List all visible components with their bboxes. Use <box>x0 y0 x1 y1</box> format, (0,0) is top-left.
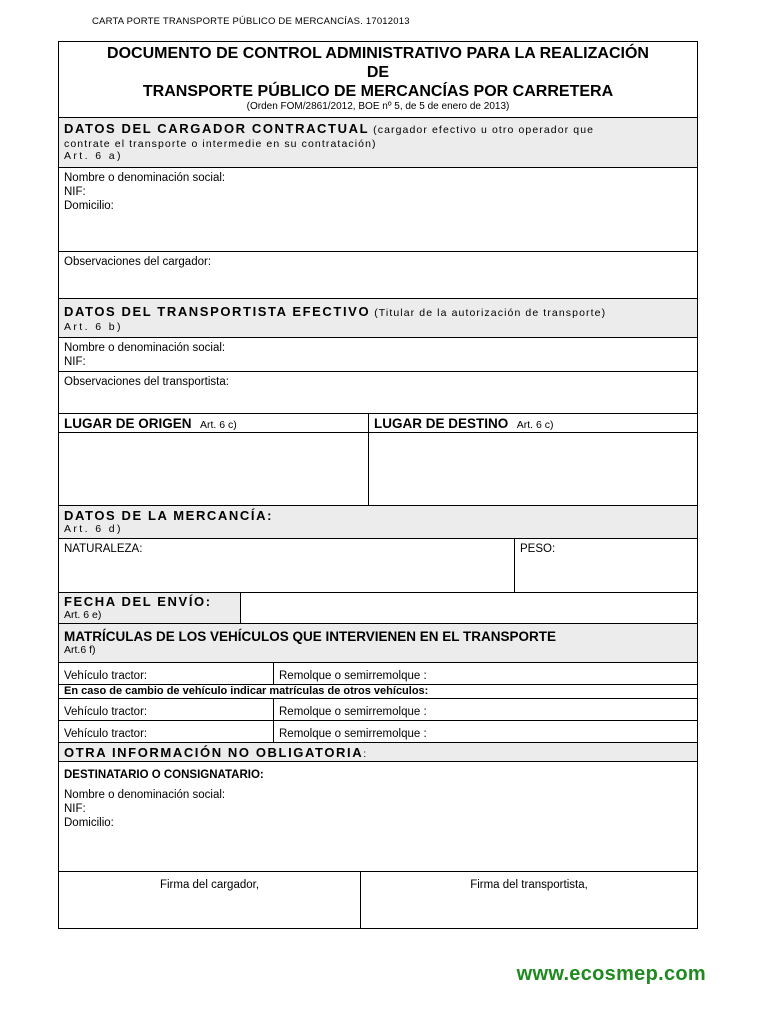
vehiculo-tractor-field-3[interactable] <box>59 721 274 742</box>
vehiculos-row-1 <box>59 663 697 685</box>
naturaleza-field[interactable] <box>59 539 515 592</box>
vehiculos-row-3 <box>59 721 697 743</box>
vehiculo-tractor-label-1: Vehículo tractor: <box>64 670 148 682</box>
section-matriculas-header <box>59 624 697 663</box>
transportista-name-label: Nombre o denominación social: <box>64 342 226 354</box>
section-otra-title: OTRA INFORMACIÓN NO OBLIGATORIA <box>64 745 364 760</box>
section-cargador-article: Art. 6 a) <box>64 150 123 162</box>
section-matriculas-title: MATRÍCULAS DE LOS VEHÍCULOS QUE INTERVIENEN EN EL TRANSPORTE <box>64 629 557 644</box>
form-title-line-1: DOCUMENTO DE CONTROL ADMINISTRATIVO PARA LA REALIZACIÓN <box>107 45 649 62</box>
envio-title: FECHA DEL ENVÍO: <box>64 594 212 609</box>
envio-article: Art. 6 e) <box>64 609 102 621</box>
transportista-observaciones-label: Observaciones del transportista: <box>64 376 229 388</box>
section-mercancia-article: Art. 6 d) <box>64 523 123 535</box>
form-legal-reference: (Orden FOM/2861/2012, BOE nº 5, de 5 de enero de 2013) <box>246 101 510 112</box>
lugar-destino-header <box>369 414 697 432</box>
vehiculo-tractor-label-2: Vehículo tractor: <box>64 706 148 718</box>
cargador-observaciones-label: Observaciones del cargador: <box>64 256 212 268</box>
section-mercancia-title: DATOS DE LA MERCANCÍA: <box>64 508 274 523</box>
remolque-field-1[interactable] <box>274 663 697 684</box>
envio-header <box>59 593 241 623</box>
section-cargador-note: (cargador efectivo u otro operador que <box>369 124 595 136</box>
section-mercancia-header <box>59 506 697 539</box>
cambio-vehiculo-note: En caso de cambio de vehículo indicar matrículas de otros vehículos: <box>64 685 429 697</box>
vehiculos-row-2 <box>59 699 697 721</box>
lugares-body-row <box>59 433 697 506</box>
form-title-block <box>59 42 697 118</box>
remolque-label-1: Remolque o semirremolque : <box>279 670 427 682</box>
section-otra-header <box>59 743 697 762</box>
lugar-destino-field[interactable] <box>369 433 697 505</box>
section-transportista-title: DATOS DEL TRANSPORTISTA EFECTIVO <box>64 304 371 319</box>
section-transportista-article: Art. 6 b) <box>64 321 123 333</box>
transportista-fields-box[interactable] <box>59 338 697 372</box>
lugares-header-row <box>59 414 697 433</box>
cargador-name-label: Nombre o denominación social: <box>64 172 226 184</box>
firmas-row <box>59 872 697 928</box>
lugar-origen-title: LUGAR DE ORIGEN <box>64 416 192 431</box>
destinatario-box[interactable] <box>59 762 697 872</box>
section-cargador-note-2: contrate el transporte o intermedie en su contratación) <box>64 138 377 150</box>
cargador-observaciones-box[interactable] <box>59 252 697 299</box>
destinatario-title: DESTINATARIO O CONSIGNATARIO: <box>64 769 264 781</box>
cargador-nif-label: NIF: <box>64 186 86 198</box>
remolque-label-2: Remolque o semirremolque : <box>279 706 427 718</box>
form-title-line-2: DE <box>366 64 390 81</box>
section-transportista-header <box>59 299 697 338</box>
remolque-field-2[interactable] <box>274 699 697 720</box>
document-caption: CARTA PORTE TRANSPORTE PÚBLICO DE MERCANCÍAS. 17012013 <box>92 16 410 27</box>
vehiculo-tractor-field-2[interactable] <box>59 699 274 720</box>
mercancia-body-row <box>59 539 697 593</box>
carta-porte-form <box>58 41 698 929</box>
cargador-domicilio-label: Domicilio: <box>64 200 114 212</box>
naturaleza-label: NATURALEZA: <box>64 543 143 555</box>
lugar-destino-article: Art. 6 c) <box>516 419 554 431</box>
lugar-origen-article: Art. 6 c) <box>199 419 237 431</box>
lugar-origen-header <box>59 414 369 432</box>
vehiculo-tractor-label-3: Vehículo tractor: <box>64 728 148 740</box>
form-title-line-3: TRANSPORTE PÚBLICO DE MERCANCÍAS POR CARRETERA <box>142 83 614 100</box>
destinatario-name-label: Nombre o denominación social: <box>64 789 226 801</box>
lugar-origen-field[interactable] <box>59 433 369 505</box>
envio-row <box>59 593 697 624</box>
section-transportista-note: (Titular de la autorización de transporte) <box>370 307 607 319</box>
lugar-destino-title: LUGAR DE DESTINO <box>374 416 509 431</box>
destinatario-nif-label: NIF: <box>64 803 86 815</box>
remolque-label-3: Remolque o semirremolque : <box>279 728 427 740</box>
firma-transportista-label: Firma del transportista, <box>470 879 588 891</box>
section-otra-colon: : <box>363 748 367 760</box>
destinatario-domicilio-label: Domicilio: <box>64 817 114 829</box>
cambio-vehiculo-row <box>59 685 697 699</box>
section-cargador-title: DATOS DEL CARGADOR CONTRACTUAL <box>64 121 370 136</box>
section-matriculas-article: Art.6 f) <box>64 644 96 656</box>
transportista-nif-label: NIF: <box>64 356 86 368</box>
vehiculo-tractor-field-1[interactable] <box>59 663 274 684</box>
cargador-fields-box[interactable] <box>59 168 697 252</box>
transportista-observaciones-box[interactable] <box>59 372 697 414</box>
firma-cargador-label: Firma del cargador, <box>159 879 260 891</box>
remolque-field-3[interactable] <box>274 721 697 742</box>
website-link[interactable]: www.ecosmep.com <box>516 963 706 985</box>
envio-date-field[interactable] <box>241 593 697 623</box>
peso-label: PESO: <box>520 543 556 555</box>
firma-cargador-box[interactable] <box>59 872 361 928</box>
section-cargador-header <box>59 118 697 168</box>
peso-field[interactable] <box>515 539 697 592</box>
firma-transportista-box[interactable] <box>361 872 697 928</box>
